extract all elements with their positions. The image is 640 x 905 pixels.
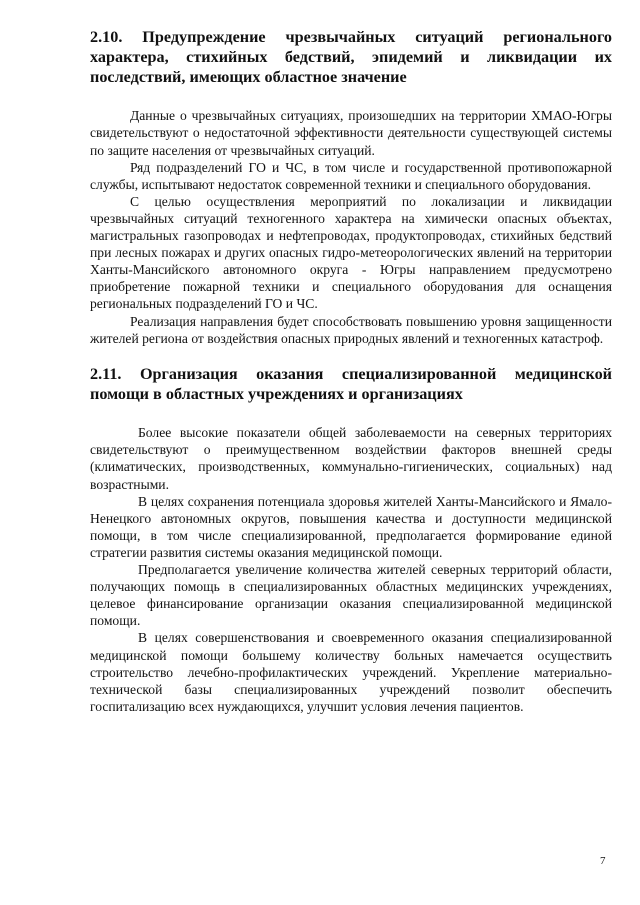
section-2-10 <box>90 28 612 347</box>
paragraph: Данные о чрезвычайных ситуациях, произошедших на территории ХМАО-Югры свидетельствуют о недостаточной эффективности деятельности существующей системы по защите населения от чрезвычайных ситуаций. <box>90 108 612 158</box>
paragraph: В целях сохранения потенциала здоровья жителей Ханты-Мансийского и Ямало-Ненецкого автономных округов, повышения качества и доступности медицинской помощи, в том числе специализированной, предполагается формирование единой стратегии развития системы оказания медицинской помощи. <box>90 493 612 560</box>
document-page <box>90 28 612 715</box>
section-heading: 2.11. Организация оказания специализированной медицинской помощи в областных учреждениях и организациях <box>90 364 612 403</box>
paragraph: Реализация направления будет способствовать повышению уровня защищенности жителей региона от воздействия опасных природных явлений и техногенных катастроф. <box>90 313 612 346</box>
page-number: 7 <box>600 855 606 867</box>
paragraph: В целях совершенствования и своевременного оказания специализированной медицинской помощи большему количеству больных намечается осуществить строительство лечебно-профилактических учреждений. Укрепление материально-технической базы специализированных учреждений позволит обеспечить госпитализацию всех нуждающихся, улучшит условия лечения пациентов. <box>90 630 612 714</box>
paragraph: Предполагается увеличение количества жителей северных территорий области, получающих помощь в специализированных областных медицинских учреждениях, целевое финансирование организации оказания специализированной медицинской помощи. <box>90 562 612 629</box>
paragraph: С целью осуществления мероприятий по локализации и ликвидации чрезвычайных ситуаций техногенного характера на химически опасных объектах, магистральных газопроводах и нефтепроводах, продуктопроводах, стихийных бедствий при лесных пожарах и других опасных гидро-метеорологических явлений на территории Ханты-Мансийского автономного округа - Югры направлением предусмотрено приобретение пожарной техники и специального оборудования для оснащения региональных подразделений ГО и ЧС. <box>90 193 612 312</box>
paragraph: Более высокие показатели общей заболеваемости на северных территориях свидетельствуют о преимущественном воздействии факторов внешней среды (климатических, производственных, коммунально-гигиенических, социальных) над возрастными. <box>90 425 612 492</box>
section-heading: 2.10. Предупреждение чрезвычайных ситуаций регионального характера, стихийных бедствий, эпидемий и ликвидации их последствий, имеющих областное значение <box>90 28 612 86</box>
section-2-11 <box>90 365 612 715</box>
paragraph: Ряд подразделений ГО и ЧС, в том числе и государственной противопожарной службы, испытывают недостаток современной техники и специального оборудования. <box>90 159 612 192</box>
